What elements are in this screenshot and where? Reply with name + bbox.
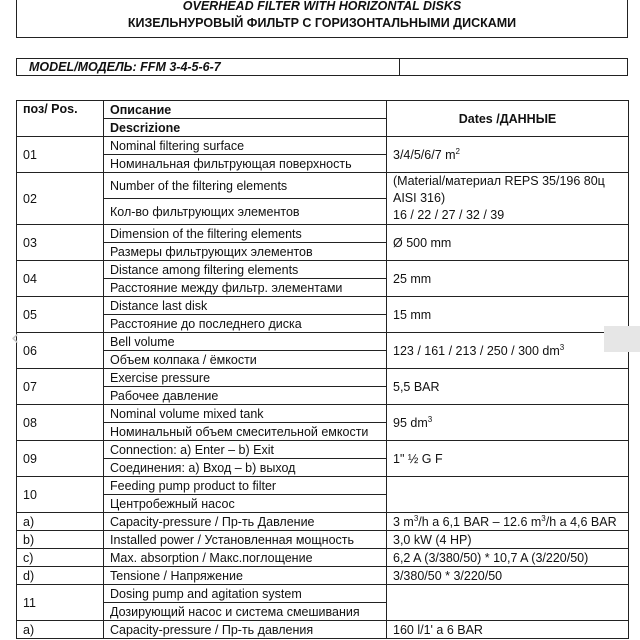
row-desc-en: Nominal filtering surface <box>104 137 387 155</box>
row-desc-ru: Объем колпака / ёмкости <box>104 351 387 369</box>
sub-pos: a) <box>17 621 104 639</box>
row-value: 5,5 BAR <box>387 369 629 405</box>
row-desc-en: Distance last disk <box>104 297 387 315</box>
row-pos: 05 <box>17 297 104 333</box>
sub-row <box>17 531 629 549</box>
sub-value-exponent: 3 <box>413 513 419 523</box>
row-desc-en: Dimension of the filtering elements <box>104 225 387 243</box>
table-row <box>17 173 629 199</box>
row-value-line: (Material/материал REPS 35/196 80ц <box>393 174 605 188</box>
table-row <box>17 585 629 603</box>
row-value-exponent: 2 <box>455 146 460 156</box>
row-desc-ru: Расстояние до последнего диска <box>104 315 387 333</box>
sub-row <box>17 513 629 531</box>
sub-value-exponent: 3 <box>541 513 546 523</box>
table-row <box>17 297 629 315</box>
table-header-row <box>17 101 629 119</box>
header-pos: поз/ Pos. <box>17 101 104 137</box>
sub-row <box>17 549 629 567</box>
row-desc-ru: Центробежный насос <box>104 495 387 513</box>
sub-value-part: /h a 6,1 BAR – 12.6 m <box>418 514 542 529</box>
row-value-exponent: 3 <box>427 414 433 424</box>
table-row <box>17 137 629 155</box>
row-desc-ru: Номинальная фильтрующая поверхность <box>104 155 387 173</box>
row-value <box>387 173 629 225</box>
spec-table-body <box>17 101 629 639</box>
row-value <box>387 477 629 513</box>
row-value: 15 mm <box>387 297 629 333</box>
table-row <box>17 441 629 459</box>
document-title <box>16 0 628 38</box>
row-desc-en: Connection: a) Enter – b) Exit <box>104 441 387 459</box>
row-value: 1" ½ G F <box>387 441 629 477</box>
row-value <box>387 585 629 621</box>
model-value <box>400 59 627 75</box>
row-desc-ru: Дозирующий насос и система смешивания <box>104 603 387 621</box>
row-desc-en: Exercise pressure <box>104 369 387 387</box>
row-desc-en: Distance among filtering elements <box>104 261 387 279</box>
row-value-line: 16 / 22 / 27 / 32 / 39 <box>393 208 505 222</box>
table-row <box>17 405 629 423</box>
sub-row <box>17 621 629 639</box>
row-desc-ru: Рабочее давление <box>104 387 387 405</box>
row-pos: 08 <box>17 405 104 441</box>
sub-pos: d) <box>17 567 104 585</box>
row-desc-en: Dosing pump and agitation system <box>104 585 387 603</box>
sub-desc: Tensione / Напряжение <box>104 567 387 585</box>
row-desc-en: Feeding pump product to filter <box>104 477 387 495</box>
sub-value: 3,0 kW (4 HP) <box>387 531 629 549</box>
next-page-button[interactable] <box>604 326 640 352</box>
row-value-line: AISI 316) <box>393 191 446 205</box>
row-desc-ru: Соединения: a) Вход – b) выход <box>104 459 387 477</box>
sub-value <box>387 513 629 531</box>
table-row <box>17 477 629 495</box>
row-value-exponent: 3 <box>559 342 565 352</box>
sub-desc: Capacity-pressure / Пр-ть давления <box>104 621 387 639</box>
row-pos: 03 <box>17 225 104 261</box>
sub-value-part: 3 m <box>393 514 414 529</box>
table-row <box>17 369 629 387</box>
row-pos: 04 <box>17 261 104 297</box>
header-desc-ru: Описание <box>104 101 387 119</box>
title-russian: КИЗЕЛЬНУРОВЫЙ ФИЛЬТР С ГОРИЗОНТАЛЬНЫМИ ДИСКАМИ <box>127 16 517 30</box>
row-value-text: 3/4/5/6/7 m <box>393 147 456 162</box>
sub-desc: Capacity-pressure / Пр-ть Давление <box>104 513 387 531</box>
row-value: 25 mm <box>387 261 629 297</box>
sub-value: 3/380/50 * 3/220/50 <box>387 567 629 585</box>
row-pos: 02 <box>17 173 104 225</box>
row-value: Ø 500 mm <box>387 225 629 261</box>
sub-pos: c) <box>17 549 104 567</box>
row-pos: 11 <box>17 585 104 621</box>
sub-desc: Max. absorption / Макс.поглощение <box>104 549 387 567</box>
title-english: OVERHEAD FILTER WITH HORIZONTAL DISKS <box>182 0 462 13</box>
spec-table <box>16 100 629 639</box>
row-value <box>387 333 629 369</box>
row-pos: 06 <box>17 333 104 369</box>
row-desc-ru: Расстояние между фильтр. элементами <box>104 279 387 297</box>
row-desc-en: Number of the filtering elements <box>104 173 387 199</box>
row-value-text: 123 / 161 / 213 / 250 / 300 dm <box>393 343 560 358</box>
row-value <box>387 137 629 173</box>
row-desc-ru: Размеры фильтрующих элементов <box>104 243 387 261</box>
row-pos: 09 <box>17 441 104 477</box>
prev-page-arrow-icon[interactable]: ‹ <box>10 326 20 351</box>
header-desc-it: Descrizione <box>104 119 387 137</box>
sub-value-part: /h a 4,6 BAR <box>545 514 617 529</box>
row-desc-en: Nominal volume mixed tank <box>104 405 387 423</box>
row-pos: 01 <box>17 137 104 173</box>
row-desc-en: Bell volume <box>104 333 387 351</box>
sub-row <box>17 567 629 585</box>
row-pos: 07 <box>17 369 104 405</box>
table-row <box>17 333 629 351</box>
row-desc-ru: Кол-во фильтрующих элементов <box>104 199 387 225</box>
table-row <box>17 261 629 279</box>
sub-desc: Installed power / Установленная мощность <box>104 531 387 549</box>
model-label: MODEL/МОДЕЛЬ: FFM 3-4-5-6-7 <box>17 59 400 75</box>
row-desc-ru: Номинальный объем смесительной емкости <box>104 423 387 441</box>
sub-pos: b) <box>17 531 104 549</box>
row-value-text: 95 dm <box>393 415 428 430</box>
header-data: Dates /ДАННЫЕ <box>387 101 629 137</box>
row-value <box>387 405 629 441</box>
model-row <box>16 58 628 76</box>
row-pos: 10 <box>17 477 104 513</box>
table-row <box>17 225 629 243</box>
sub-value: 160 l/1' a 6 BAR <box>387 621 629 639</box>
sub-pos: a) <box>17 513 104 531</box>
sub-value: 6,2 A (3/380/50) * 10,7 A (3/220/50) <box>387 549 629 567</box>
